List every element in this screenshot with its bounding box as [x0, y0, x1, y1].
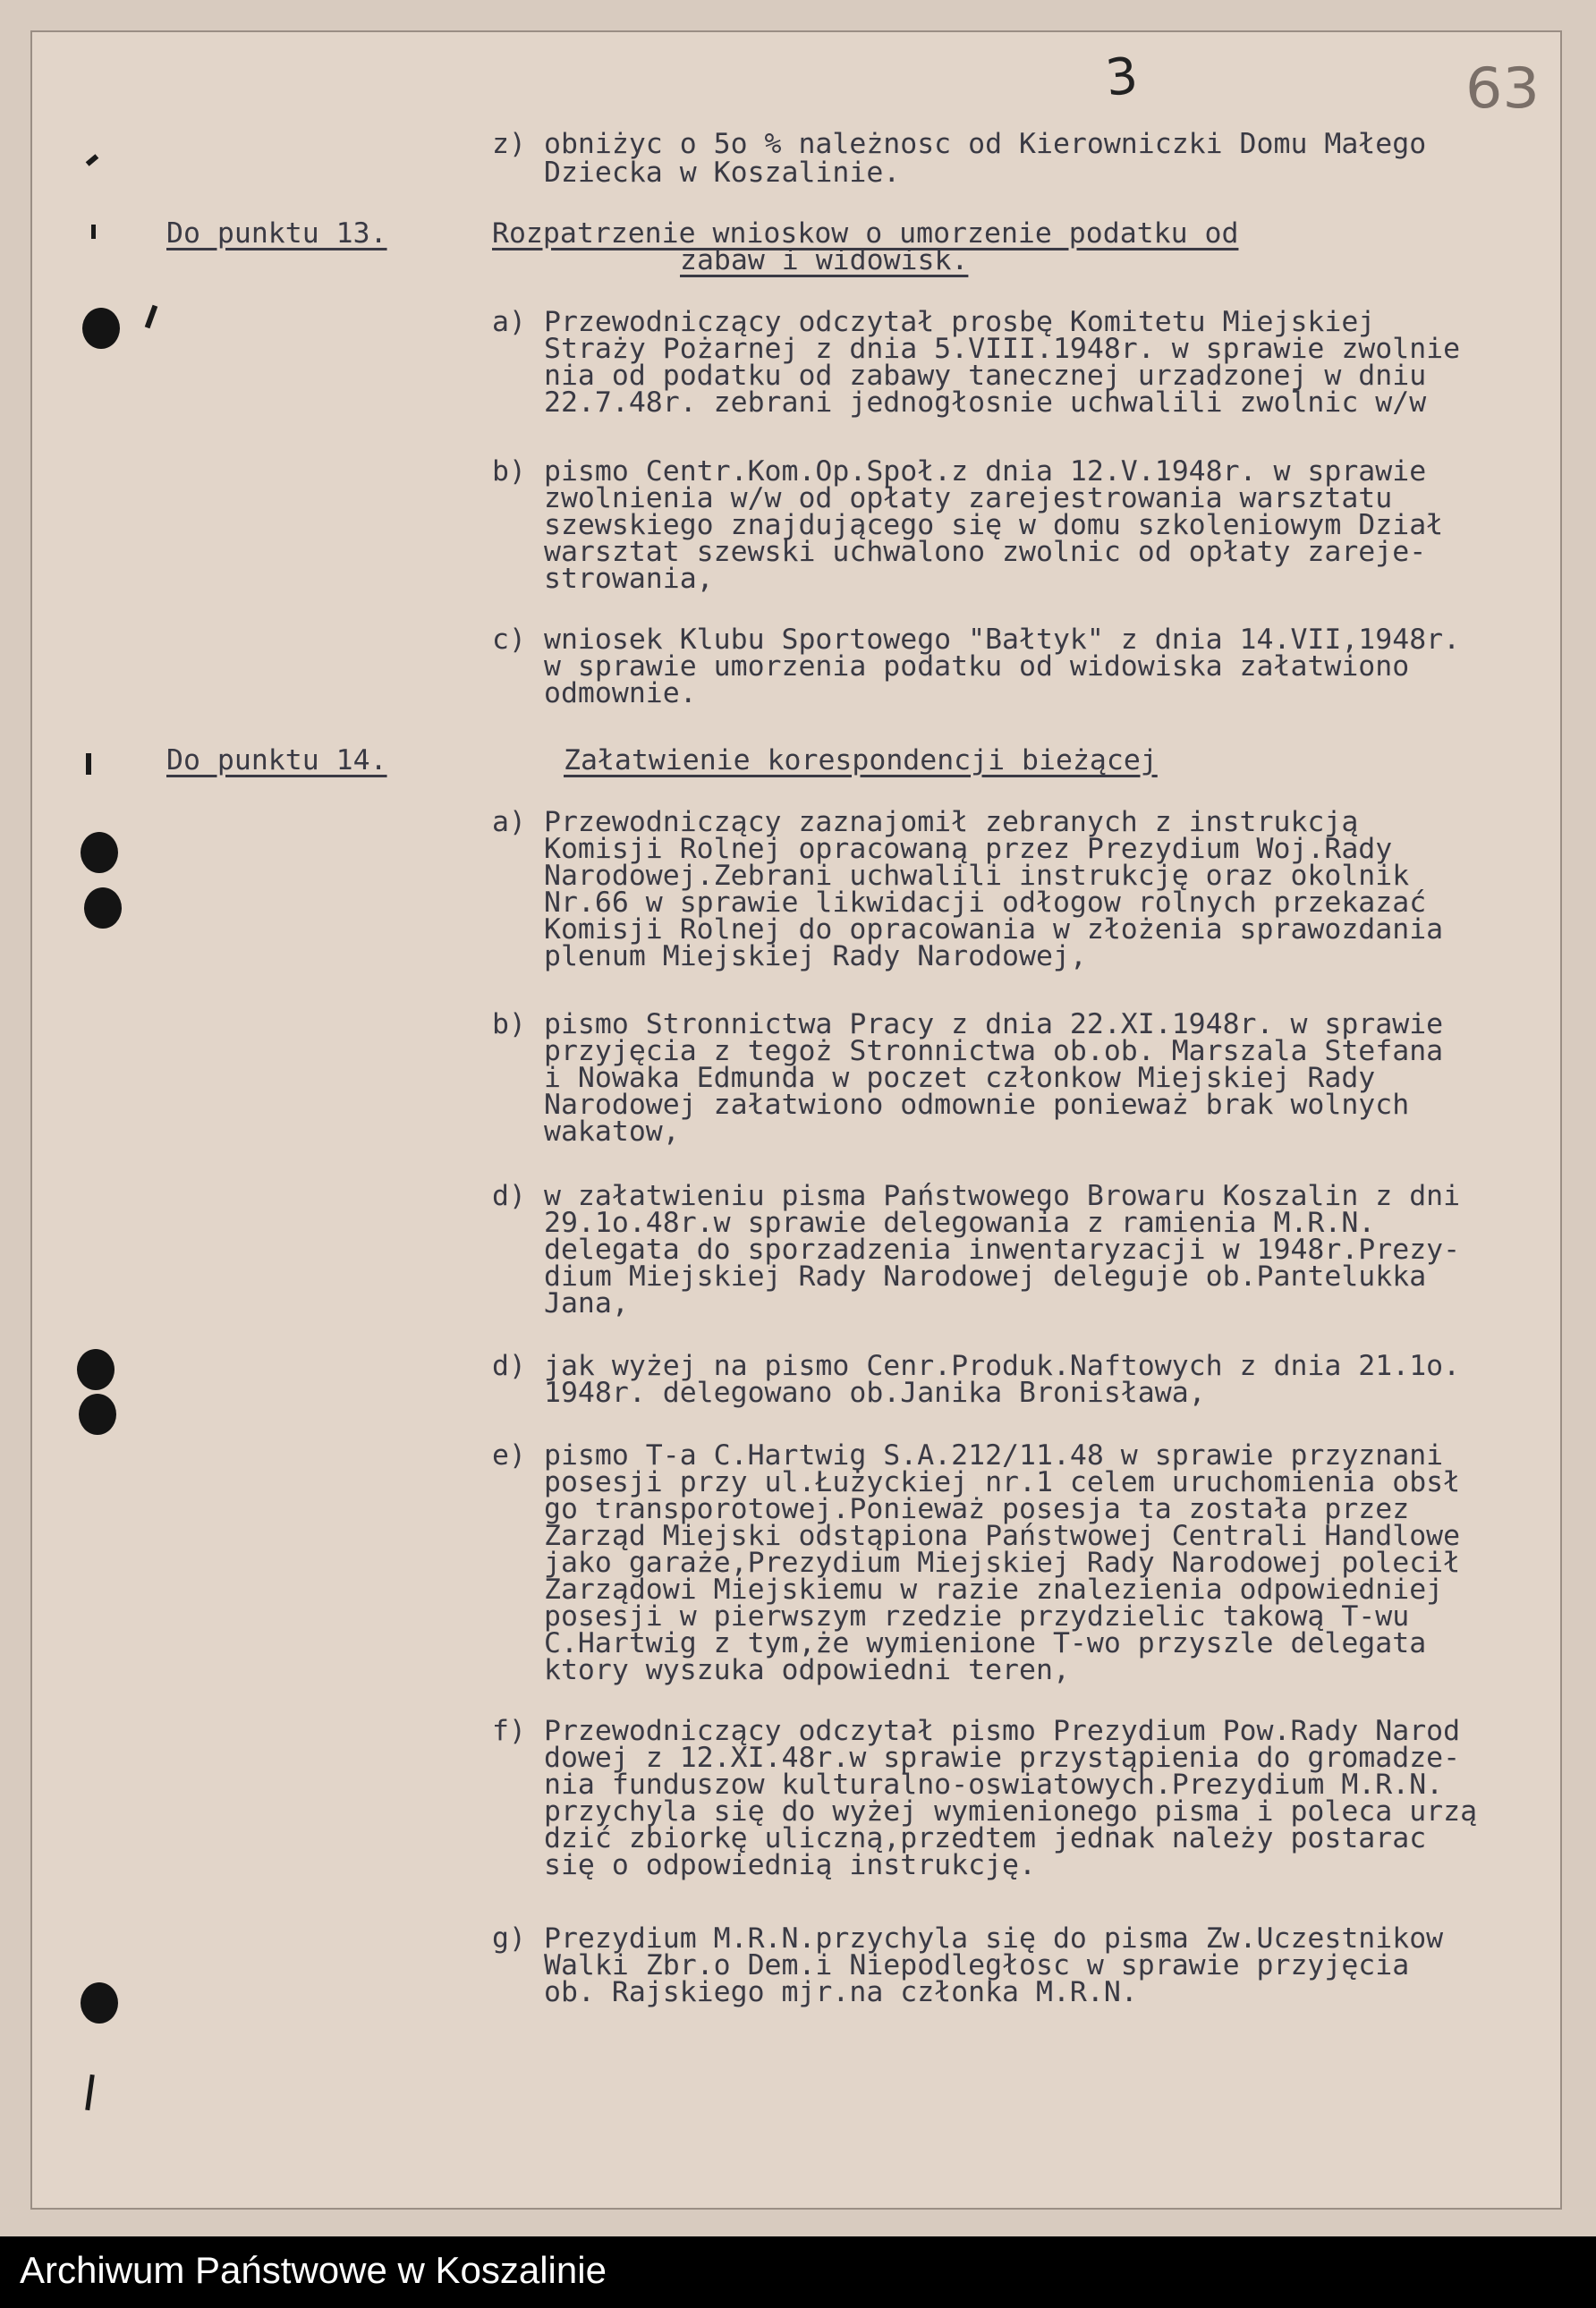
text-line: się o odpowiednią instrukcję. — [544, 1849, 1036, 1881]
text-line: wniosek Klubu Sportowego "Bałtyk" z dnia 14.VII,1948r. — [544, 624, 1461, 656]
punch-hole — [84, 887, 122, 929]
section-label-13: Do punktu 13. — [166, 217, 387, 250]
text-line: w sprawie umorzenia podatku od widowiska załatwiono — [544, 650, 1410, 683]
page-number: 3 — [1102, 47, 1141, 108]
text-line: dium Miejskiej Rady Narodowej deleguje ob.Pantelukka — [544, 1260, 1427, 1293]
text-line: obniżyc o 5o % należnosc od Kierowniczki Domu Małego — [544, 128, 1427, 160]
section-heading-14: Załatwienie korespondencji bieżącej — [564, 744, 1158, 776]
item-label: b) — [492, 1008, 526, 1040]
text-line: przychyla się do wyżej wymienionego pisma i poleca urzą — [544, 1795, 1478, 1828]
text-line: Przewodniczący zaznajomił zebranych z instrukcją — [544, 806, 1359, 838]
text-line: dzić zbiorkę uliczną,przedtem jednak należy postarac — [544, 1822, 1427, 1854]
text-line: jako garaże,Prezydium Miejskiej Rady Narodowej polecił — [544, 1547, 1461, 1579]
text-line: Narodowej.Zebrani uchwalili instrukcję oraz okolnik — [544, 860, 1410, 892]
text-line: go transporotowej.Ponieważ posesja ta została przez — [544, 1493, 1410, 1525]
document-page — [30, 30, 1562, 2210]
item-label: z) — [492, 128, 526, 160]
text-line: Komisji Rolnej opracowaną przez Prezydium Woj.Rady — [544, 833, 1393, 865]
item-label: b) — [492, 455, 526, 488]
text-line: Przewodniczący odczytał pismo Prezydium Pow.Rady Narod — [544, 1715, 1461, 1747]
punch-hole — [77, 1349, 115, 1390]
text-line: delegata do sporzadzenia inwentaryzacji w 1948r.Prezy- — [544, 1234, 1461, 1266]
text-line: posesji w pierwszym rzedzie przydzielic takową T-wu — [544, 1600, 1410, 1633]
text-line: warsztat szewski uchwalono zwolnic od opłaty zareje- — [544, 536, 1427, 568]
text-line: Prezydium M.R.N.przychyla się do pisma Zw.Uczestnikow — [544, 1922, 1444, 1955]
text-line: pismo Stronnictwa Pracy z dnia 22.XI.1948r. w sprawie — [544, 1008, 1444, 1040]
text-line: w załatwieniu pisma Państwowego Browaru Koszalin z dni — [544, 1180, 1461, 1212]
text-line: posesji przy ul.Łużyckiej nr.1 celem uruchomienia obsł — [544, 1466, 1461, 1498]
punch-hole — [81, 1982, 118, 2024]
text-line: 29.1o.48r.w sprawie delegowania z ramienia M.R.N. — [544, 1207, 1376, 1239]
item-label: f) — [492, 1715, 526, 1747]
text-line: nia funduszow kulturalno-oswiatowych.Prezydium M.R.N. — [544, 1769, 1444, 1801]
text-line: jak wyżej na pismo Cenr.Produk.Naftowych z dnia 21.1o. — [544, 1350, 1461, 1382]
text-line: Walki Zbr.o Dem.i Niepodległosc w sprawie przyjęcia — [544, 1949, 1410, 1981]
section-label-14: Do punktu 14. — [166, 744, 387, 776]
punch-hole — [79, 1394, 116, 1435]
punch-hole — [81, 832, 118, 873]
text-line: Jana, — [544, 1287, 629, 1319]
text-line: 1948r. delegowano ob.Janika Bronisława, — [544, 1377, 1206, 1409]
text-line: przyjęcia z tegoż Stronnictwa ob.ob. Marszala Stefana — [544, 1035, 1444, 1067]
text-line: pismo T-a C.Hartwig S.A.212/11.48 w sprawie przyznani — [544, 1439, 1444, 1472]
item-label: g) — [492, 1922, 526, 1955]
text-line: Przewodniczący odczytał prosbę Komitetu Miejskiej — [544, 306, 1376, 338]
item-label: d) — [492, 1350, 526, 1382]
section-heading-13: zabaw i widowisk. — [680, 244, 969, 276]
text-line: zwolnienia w/w od opłaty zarejestrowania warsztatu — [544, 482, 1393, 514]
text-line: Nr.66 w sprawie likwidacji odłogow rolnych przekazać — [544, 887, 1427, 919]
text-line: plenum Miejskiej Rady Narodowej, — [544, 940, 1087, 972]
text-line: wakatow, — [544, 1116, 680, 1148]
text-line: Komisji Rolnej do opracowania w złożenia sprawozdania — [544, 913, 1444, 946]
margin-mark — [86, 753, 91, 775]
text-line: Zarządowi Miejskiemu w razie znalezienia odpowiedniej — [544, 1574, 1444, 1606]
archive-credit: Archiwum Państwowe w Koszalinie — [20, 2249, 607, 2291]
archive-footer-bar — [0, 2236, 1596, 2308]
text-line: ob. Rajskiego mjr.na członka M.R.N. — [544, 1976, 1138, 2008]
text-line: odmownie. — [544, 677, 697, 709]
item-label: d) — [492, 1180, 526, 1212]
item-label: c) — [492, 624, 526, 656]
margin-mark — [86, 154, 99, 166]
text-line: strowania, — [544, 563, 714, 595]
folio-number: 63 — [1465, 55, 1540, 121]
punch-hole — [82, 308, 120, 349]
text-line: Straży Pożarnej z dnia 5.VIII.1948r. w sprawie zwolnie — [544, 333, 1461, 365]
item-label: a) — [492, 806, 526, 838]
text-line: nia od podatku od zabawy tanecznej urzadzonej w dniu — [544, 360, 1427, 392]
text-line: pismo Centr.Kom.Op.Społ.z dnia 12.V.1948r. w sprawie — [544, 455, 1427, 488]
text-line: 22.7.48r. zebrani jednogłosnie uchwalili zwolnic w/w — [544, 386, 1427, 419]
item-label: e) — [492, 1439, 526, 1472]
text-line: Narodowej załatwiono odmownie ponieważ brak wolnych — [544, 1089, 1410, 1121]
text-line: dowej z 12.XI.48r.w sprawie przystąpienia do gromadze- — [544, 1742, 1461, 1774]
item-label: a) — [492, 306, 526, 338]
margin-mark — [91, 225, 96, 239]
text-line: szewskiego znajdującego się w domu szkoleniowym Dział — [544, 509, 1444, 541]
text-line: Zarząd Miejski odstąpiona Państwowej Centrali Handlowe — [544, 1520, 1461, 1552]
margin-mark — [85, 2075, 95, 2110]
text-line: ktory wyszuka odpowiedni teren, — [544, 1654, 1070, 1686]
text-line: i Nowaka Edmunda w poczet członkow Miejskiej Rady — [544, 1062, 1376, 1094]
section-heading-13: Rozpatrzenie wnioskow o umorzenie podatku od — [492, 217, 1239, 250]
text-line: Dziecka w Koszalinie. — [544, 157, 901, 189]
margin-mark — [145, 305, 158, 328]
text-line: C.Hartwig z tym,że wymienione T-wo przyszle delegata — [544, 1627, 1427, 1659]
